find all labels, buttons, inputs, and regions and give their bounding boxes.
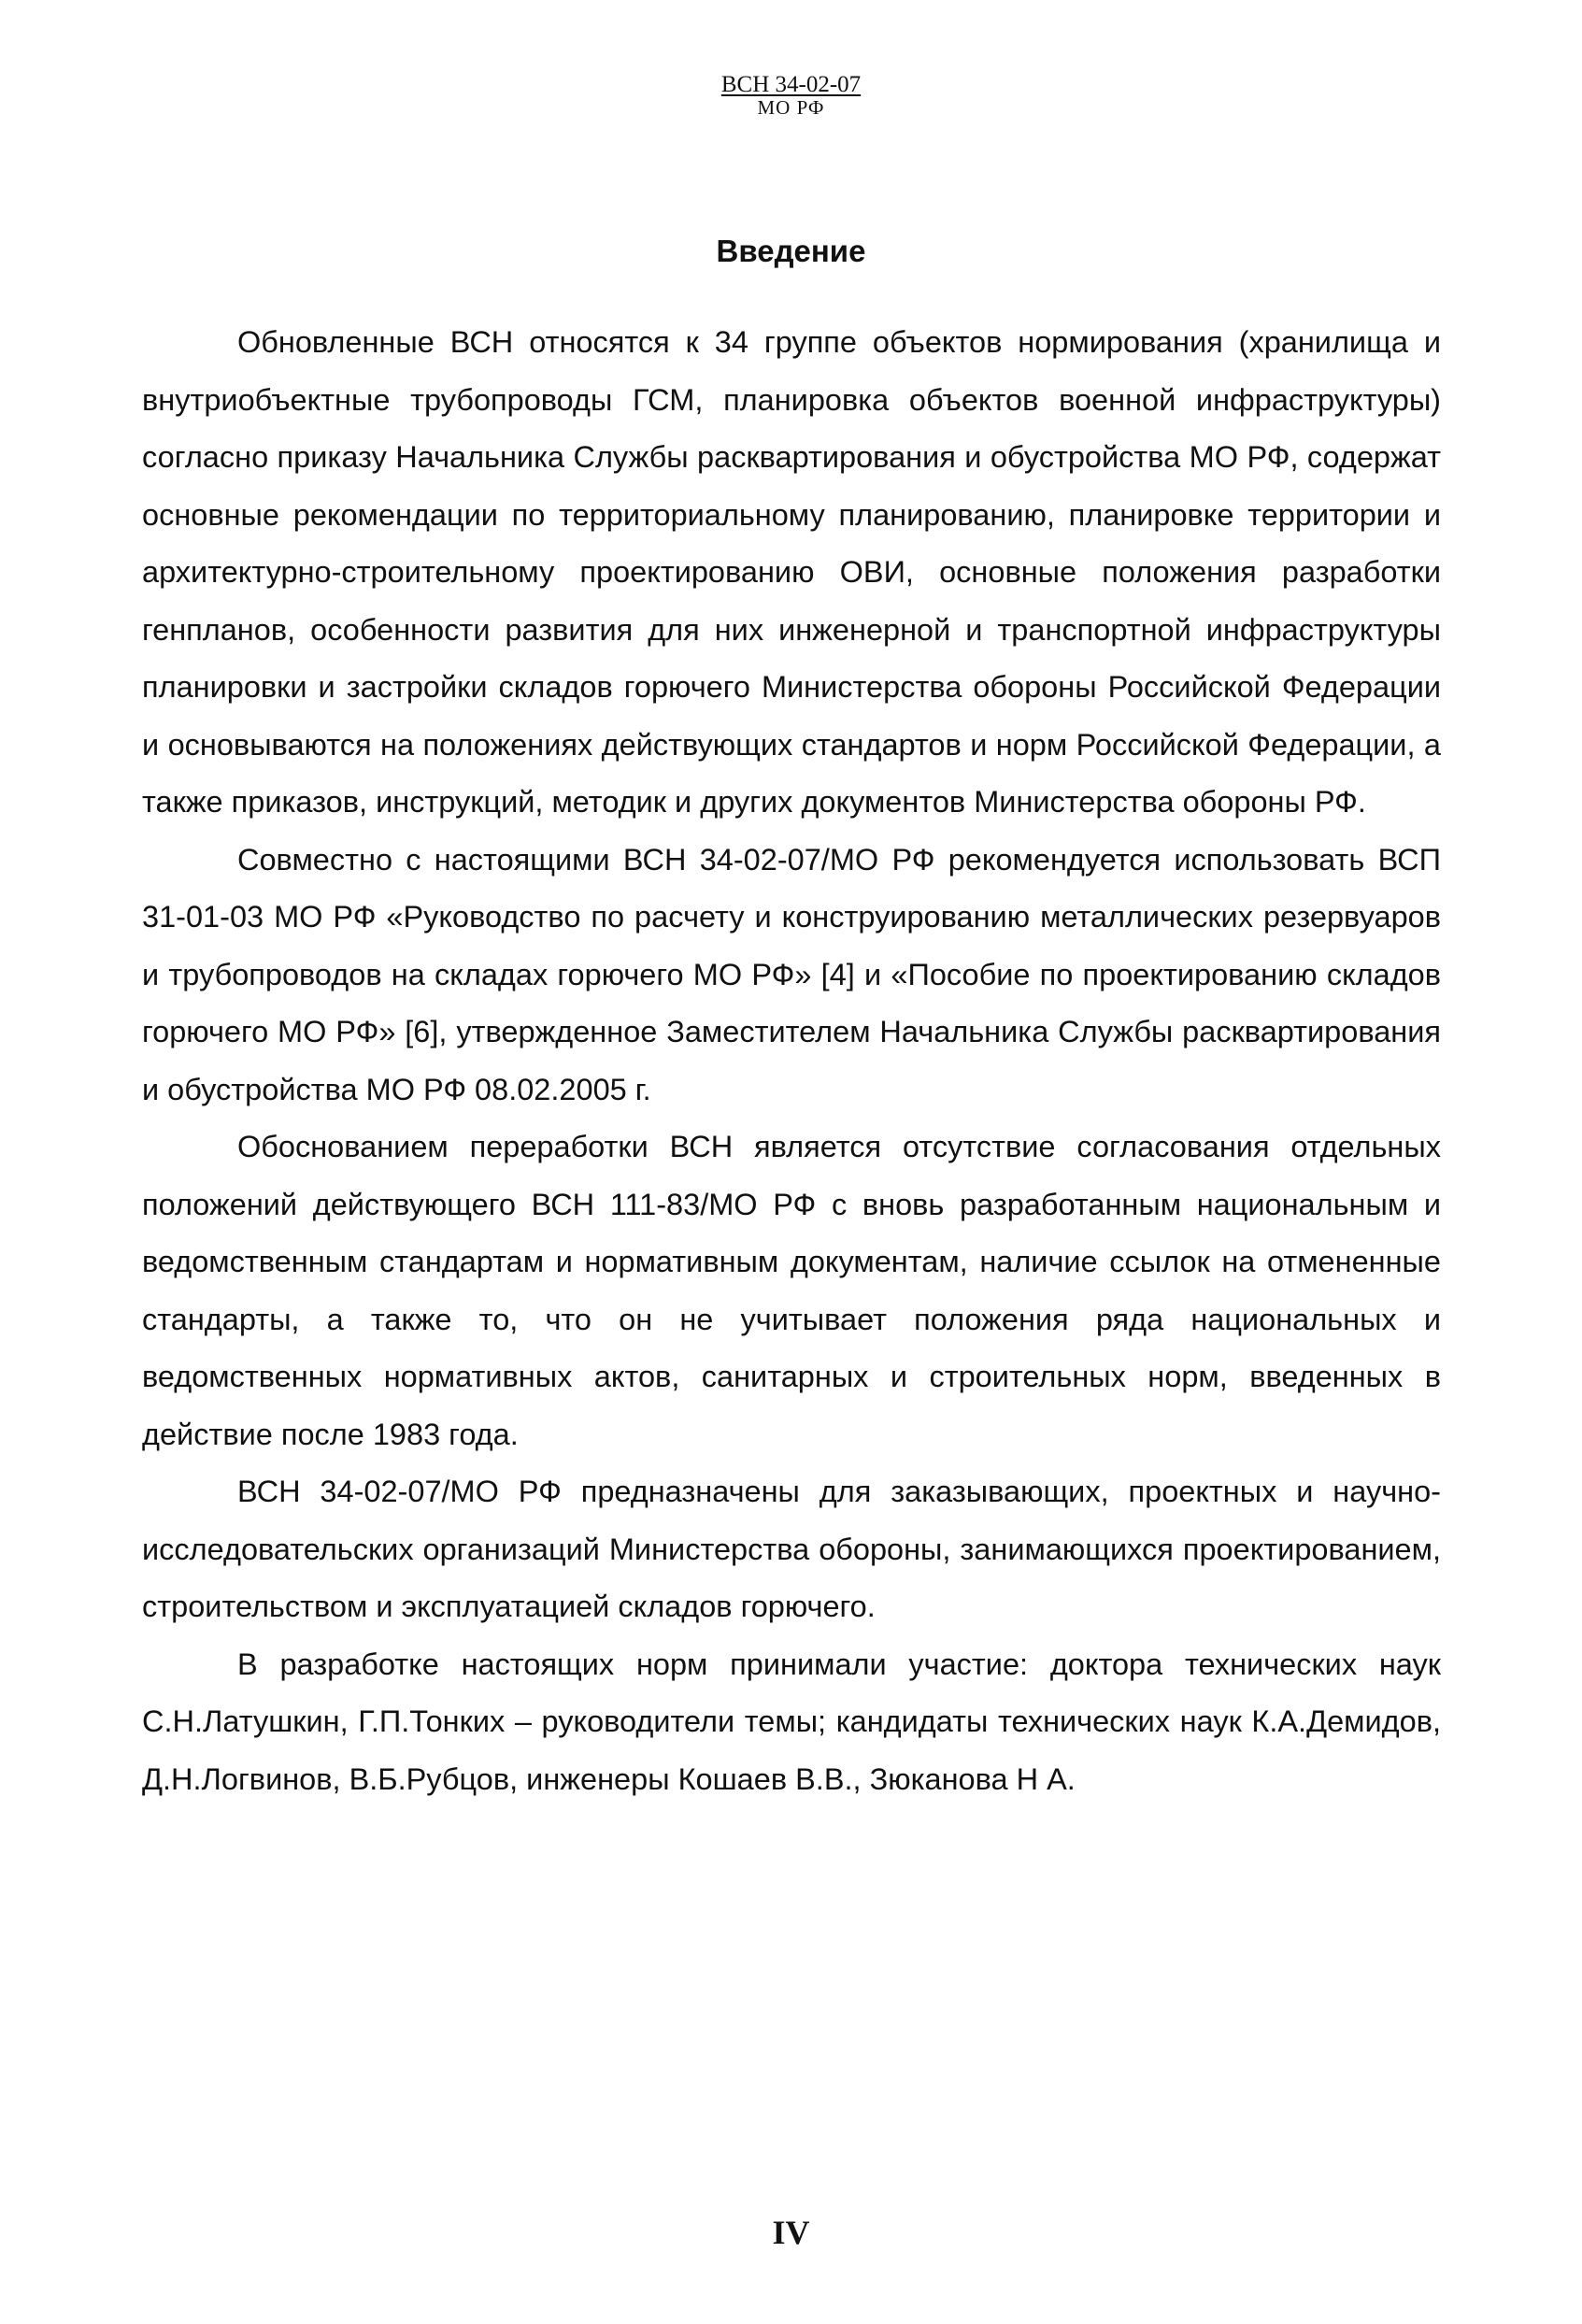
paragraph-audience: ВСН 34-02-07/МО РФ предназначены для заказывающих, проектных и научно-исследовательских организаций Министерства обороны, занимающихся проектированием, строительством и эксплуатацией складов горючего.	[142, 1475, 1441, 1623]
page-header	[0, 73, 1582, 118]
section-body	[142, 314, 1441, 1808]
document-organization: МО РФ	[757, 96, 825, 120]
paragraph-authors: В разработке настоящих норм принимали участие: доктора технических наук С.Н.Латушкин, Г.П.Тонких – руководители темы; кандидаты технических наук К.А.Демидов, Д.Н.Логвинов, В.Б.Рубцов, инженеры Кошаев В.В., Зюканова Н А.	[142, 1647, 1441, 1796]
document-code: ВСН 34-02-07	[720, 72, 862, 97]
page-number: IV	[772, 2214, 810, 2251]
section-title: Введение	[716, 234, 866, 268]
paragraph-related-documents: Совместно с настоящими ВСН 34-02-07/МО РФ рекомендуется использовать ВСП 31-01-03 МО РФ «Руководство по расчету и конструированию металлических резервуаров и трубопроводов на складах горючего МО РФ» [4] и «Пособие по проектированию складов горючего МО РФ» [6], утвержденное Заместителем Начальника Службы расквартирования и обустройства МО РФ 08.02.2005 г.	[142, 842, 1441, 1106]
paragraph-rationale: Обоснованием переработки ВСН является отсутствие согласования отдельных положений действующего ВСН 111-83/МО РФ с вновь разработанным национальным и ведомственным стандартам и нормативным документам, наличие ссылок на отмененные стандарты, а также то, что он не учитывает положения ряда национальных и ведомственных нормативных актов, санитарных и строительных норм, введенных в действие после 1983 года.	[142, 1130, 1441, 1451]
paragraph-scope: Обновленные ВСН относятся к 34 группе объектов нормирования (хранилища и внутриобъектные трубопроводы ГСМ, планировка объектов военной инфраструктуры) согласно приказу Начальника Службы расквартирования и обустройства МО РФ, содержат основные рекомендации по территориальному планированию, планировке территории и архитектурно-строительному проектированию ОВИ, основные положения разработки генпланов, особенности развития для них инженерной и транспортной инфраструктуры планировки и застройки складов горючего Министерства обороны Российской Федерации и основываются на положениях действующих стандартов и норм Российской Федерации, а также приказов, инструкций, методик и других документов Министерства обороны РФ.	[142, 325, 1441, 819]
